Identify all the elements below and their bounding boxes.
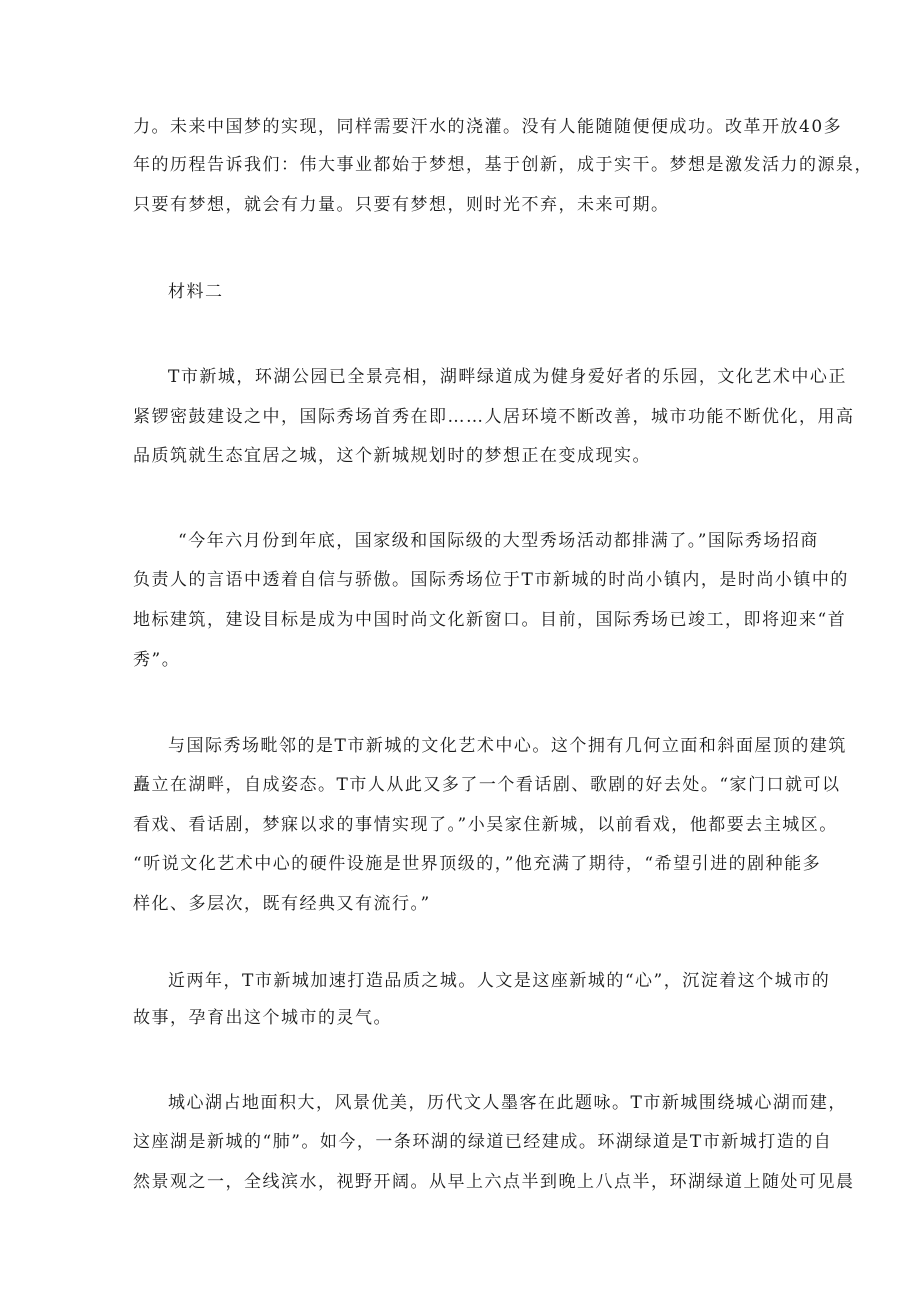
paragraph-1-line-1: 力。未来中国梦的实现，同样需要汗水的浇灌。没有人能随随便便成功。改革开放40多 (133, 117, 843, 137)
paragraph-1-line-2: 年的历程告诉我们：伟大事业都始于梦想，基于创新，成于实干。梦想是激发活力的源泉， (133, 155, 873, 175)
paragraph-4-line-1: 与国际秀场毗邻的是T市新城的文化艺术中心。这个拥有几何立面和斜面屋顶的建筑 (168, 736, 847, 756)
section-heading: 材料二 (168, 282, 224, 302)
paragraph-2-line-2: 紧锣密鼓建设之中，国际秀场首秀在即……人居环境不断改善，城市功能不断优化，用高 (133, 407, 855, 427)
paragraph-3-line-1: “今年六月份到年底，国家级和国际级的大型秀场活动都排满了。”国际秀场招商 (178, 531, 819, 551)
paragraph-4-line-5: 样化、多层次，既有经典又有流行。” (133, 894, 431, 914)
paragraph-1-line-3: 只要有梦想，就会有力量。只要有梦想，则时光不弃，未来可期。 (133, 195, 670, 215)
paragraph-2-line-1: T市新城，环湖公园已全景亮相，湖畔绿道成为健身爱好者的乐园，文化艺术中心正 (168, 367, 847, 387)
paragraph-2-line-3: 品质筑就生态宜居之城，这个新城规划时的梦想正在变成现实。 (133, 446, 651, 466)
paragraph-4-line-2: 矗立在湖畔，自成姿态。T市人从此又多了一个看话剧、歌剧的好去处。“家门口就可以 (133, 775, 841, 795)
paragraph-5-line-2: 故事，孕育出这个城市的灵气。 (133, 1008, 392, 1028)
paragraph-4-line-3: 看戏、看话剧，梦寐以求的事情实现了。”小吴家住新城，以前看戏，他都要去主城区。 (133, 815, 838, 835)
paragraph-3-line-3: 地标建筑，建设目标是成为中国时尚文化新窗口。目前，国际秀场已竣工，即将迎来“首 (133, 610, 847, 630)
paragraph-6-line-1: 城心湖占地面积大，风景优美，历代文人墨客在此题咏。T市新城围绕城心湖而建， (168, 1093, 847, 1113)
paragraph-3-line-2: 负责人的言语中透着自信与骄傲。国际秀场位于T市新城的时尚小镇内，是时尚小镇中的 (133, 570, 849, 590)
paragraph-3-line-4: 秀”。 (133, 650, 181, 670)
paragraph-6-line-2: 这座湖是新城的“肺”。如今，一条环湖的绿道已经建成。环湖绿道是T市新城打造的自 (133, 1132, 833, 1152)
paragraph-5-line-1: 近两年，T市新城加速打造品质之城。人文是这座新城的“心”，沉淀着这个城市的 (168, 971, 831, 991)
paragraph-4-line-4: “听说文化艺术中心的硬件设施是世界顶级的，”他充满了期待，“希望引进的剧种能多 (133, 854, 822, 874)
paragraph-6-line-3: 然景观之一，全线滨水，视野开阔。从早上六点半到晚上八点半，环湖绿道上随处可见晨 (133, 1172, 855, 1192)
